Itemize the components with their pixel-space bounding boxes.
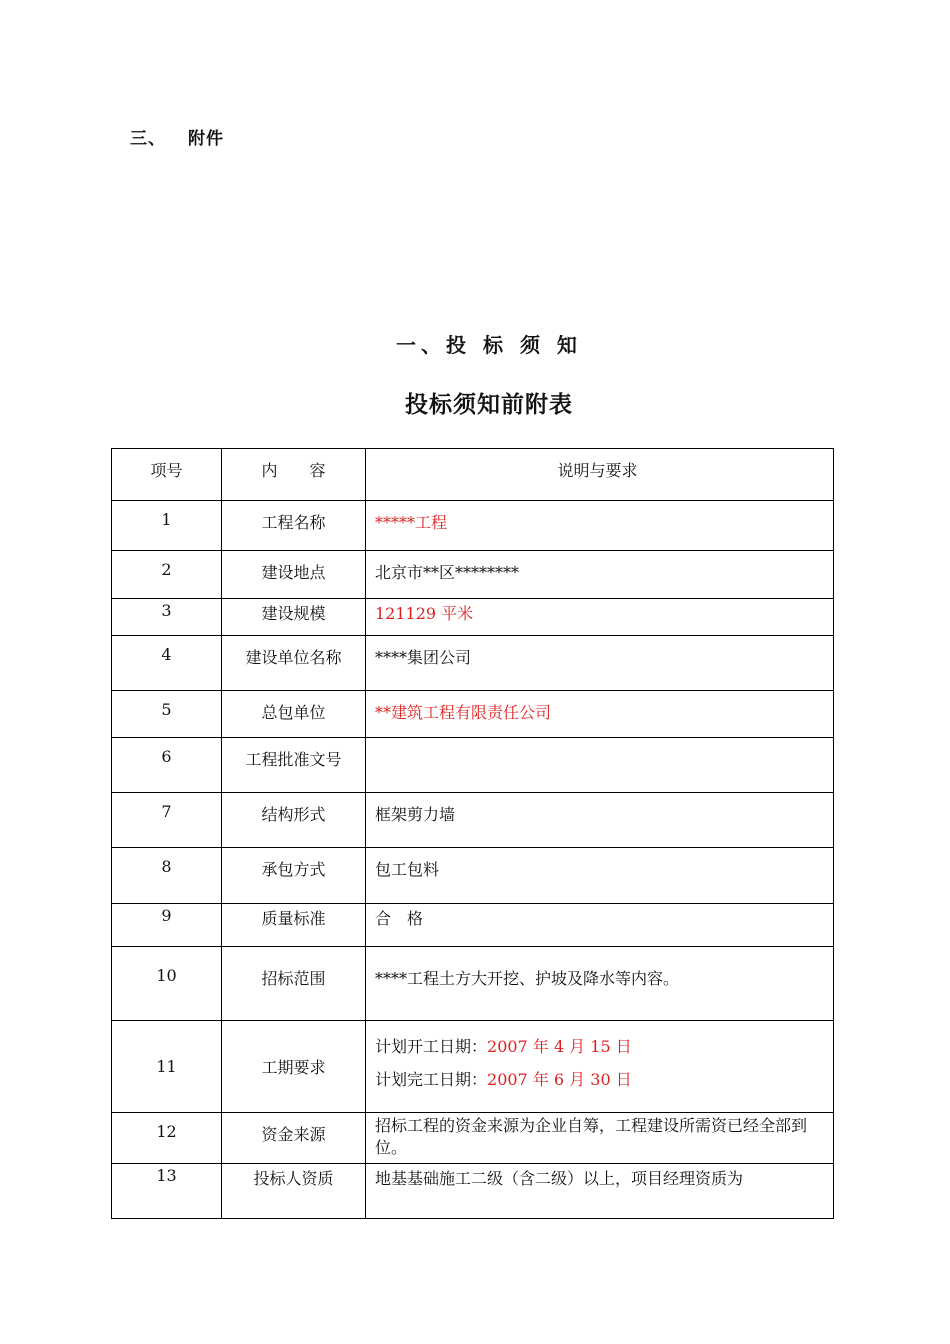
table-row: 8 承包方式 包工包料	[112, 848, 834, 904]
table-row: 1 工程名称 *****工程	[112, 501, 834, 551]
owner-value: ****集团公司	[366, 636, 834, 691]
header-desc: 说明与要求	[366, 449, 834, 501]
table-header-row	[112, 449, 834, 501]
schedule-value	[366, 1021, 834, 1113]
section-number: 三、	[130, 129, 166, 149]
funding-value: 招标工程的资金来源为企业自筹，工程建设所需资已经全部到位。	[366, 1113, 834, 1164]
document-title: 一、投 标 须 知	[396, 333, 582, 357]
quality-value: 合 格	[366, 904, 834, 947]
header-item: 内 容	[222, 449, 366, 501]
table-row: 10 招标范围 ****工程土方大开挖、护坡及降水等内容。	[112, 947, 834, 1021]
end-date-label: 计划完工日期：	[375, 1070, 488, 1089]
end-date: 2007 年 6 月 30 日	[487, 1070, 632, 1089]
table-row: 5 总包单位 **建筑工程有限责任公司	[112, 691, 834, 738]
scope-value: ****工程土方大开挖、护坡及降水等内容。	[366, 947, 834, 1021]
start-date-label: 计划开工日期：	[375, 1037, 488, 1056]
location-value: 北京市**区********	[366, 551, 834, 599]
document-subtitle: 投标须知前附表	[405, 392, 573, 418]
start-date: 2007 年 4 月 15 日	[487, 1037, 632, 1056]
table-row: 9 质量标准 合 格	[112, 904, 834, 947]
table-row: 7 结构形式 框架剪力墙	[112, 793, 834, 848]
table-row: 13 投标人资质 地基基础施工二级（含二级）以上，项目经理资质为	[112, 1164, 834, 1219]
approval-no-value	[366, 738, 834, 793]
table-row: 2 建设地点 北京市**区********	[112, 551, 834, 599]
table-row: 4 建设单位名称 ****集团公司	[112, 636, 834, 691]
bid-instructions-table	[111, 448, 834, 1219]
table-row: 6 工程批准文号	[112, 738, 834, 793]
section-title: 附件	[188, 129, 224, 149]
section-heading	[130, 124, 224, 149]
scale-value: 121129 平米	[366, 599, 834, 636]
qualification-value: 地基基础施工二级（含二级）以上，项目经理资质为	[366, 1164, 834, 1219]
table-row: 12 资金来源 招标工程的资金来源为企业自筹，工程建设所需资已经全部到位。	[112, 1113, 834, 1164]
table-row: 3 建设规模 121129 平米	[112, 599, 834, 636]
header-no: 项号	[112, 449, 222, 501]
contractor-value: **建筑工程有限责任公司	[366, 691, 834, 738]
structure-value: 框架剪力墙	[366, 793, 834, 848]
project-name-value: *****工程	[366, 501, 834, 551]
contract-type-value: 包工包料	[366, 848, 834, 904]
table-row: 11 工期要求 计划开工日期：2007 年 4 月 15 日 计划完工日期：2007 年 6 月 30 日	[112, 1021, 834, 1113]
